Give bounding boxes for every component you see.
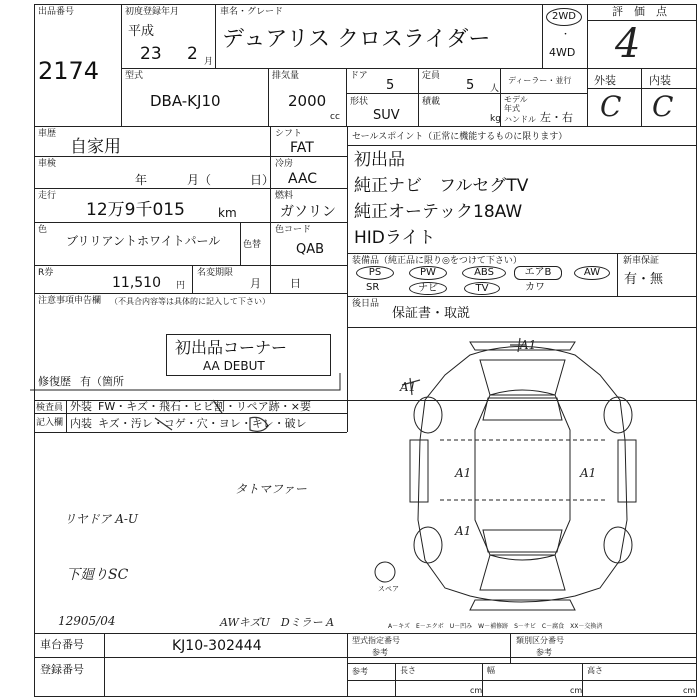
equip-airbag: エアB (514, 266, 562, 280)
history: 自家用 (70, 137, 121, 157)
caution-label: 注意事項申告欄 (38, 296, 102, 306)
interior-grade: C (652, 90, 674, 123)
handle-label: ハンドル (504, 115, 536, 124)
debut-corner-box (166, 334, 331, 376)
exterior-grade: C (600, 90, 622, 123)
equip-leather: カワ (525, 282, 545, 293)
cooling-label: 冷房 (275, 159, 294, 169)
registration-label: 登録番号 (40, 663, 84, 676)
body-type: SUV (373, 108, 400, 123)
color-label: 色 (38, 225, 48, 235)
capacity: 5 (466, 78, 475, 93)
first-registration-label: 初度登録年月 (125, 7, 180, 17)
hw-mark-4: A1 (455, 524, 472, 538)
inspector-interior-title: 内装 (70, 417, 92, 430)
damage-legend: A－キズ E－エクボ U－凹み W－補修跡 S－サビ C－腐食 XX－交換済 (388, 623, 603, 630)
width-label: 幅 (487, 666, 495, 675)
inspector-label-a: 検査員 (36, 403, 64, 413)
hw-exterior-mark: タトマファー (235, 482, 307, 496)
caution-note: （不具合内容等は具体的に記入して下さい） (110, 297, 270, 306)
model-code: DBA-KJ10 (150, 92, 221, 110)
registration-month: 2 (187, 44, 198, 64)
inspector-exterior-title: 外装 (70, 400, 92, 413)
yen-unit: 円 (176, 281, 186, 291)
equip-ps: PS (356, 266, 394, 280)
cc-unit: cc (330, 112, 340, 122)
interior-label: 内装 (649, 74, 671, 87)
repair-history: 有（箇所 (80, 375, 124, 388)
car-name: デュアリス クロスライダー (222, 27, 491, 52)
inspection-year: 年 (135, 173, 148, 187)
chassis-number: KJ10-302444 (172, 638, 262, 654)
color-change-label: 色替 (243, 240, 262, 250)
inspection-day: 日） (250, 173, 275, 187)
cooling: AAC (288, 171, 318, 187)
month-unit: 月 (204, 57, 214, 67)
lot-number: 2174 (38, 57, 100, 85)
transfer-day: 日 (290, 277, 301, 290)
shift: FAT (290, 140, 314, 156)
debut-corner-sub: AA DEBUT (203, 359, 265, 373)
color-name: ブリリアントホワイトパール (66, 234, 221, 248)
class-label: 類別区分番号 (516, 636, 564, 645)
transfer-month: 月 (250, 277, 261, 290)
model-year-label: モデル 年式 (504, 95, 528, 113)
color-code-label: 色コード (275, 225, 312, 235)
equip-sr: SR (366, 282, 380, 293)
sales-point-1: 初出品 (354, 150, 405, 170)
length-reference: 参考 (352, 667, 368, 676)
inspector-label-b: 記入欄 (36, 418, 64, 428)
history-label: 車歴 (38, 129, 57, 139)
sales-point-2: 純正ナビ フルセグTV (354, 176, 529, 196)
displacement-label: 排気量 (272, 71, 300, 81)
recycle-label: R券 (38, 268, 54, 278)
debut-corner-title: 初出品コーナー (175, 338, 288, 357)
kg-unit: kg (490, 114, 501, 124)
hw-left-bottom: 12905/04 (58, 614, 116, 628)
equipment-label: 装備品（純正品に限り◎をつけて下さい） (352, 256, 522, 266)
equip-aw: AW (574, 266, 610, 280)
inspection-label: 車検 (38, 159, 57, 169)
fuel-label: 燃料 (275, 191, 294, 201)
fuel: ガソリン (280, 204, 336, 220)
doors: 5 (386, 78, 395, 93)
hw-mark-5: A1 (400, 380, 417, 394)
color-code: QAB (296, 242, 325, 257)
spare-label: スペア (378, 585, 399, 593)
name-label: 車名・グレード (220, 7, 284, 17)
recycle-fee: 11,510 (112, 275, 161, 291)
registration-year: 23 (140, 44, 162, 64)
hw-mark-1: A1 (520, 338, 537, 352)
sales-point-3: 純正オーテック18AW (354, 202, 523, 222)
transfer-label: 名変期限 (197, 268, 234, 278)
drive-separator: ・ (561, 30, 571, 40)
km-unit: km (218, 206, 237, 220)
drive-2wd: 2WD (546, 8, 582, 26)
equip-navi: ナビ (409, 282, 447, 295)
type-cert-reference: 参考 (372, 648, 388, 657)
model-label: 型式 (125, 71, 144, 81)
doors-label: ドア (350, 71, 368, 81)
capacity-label: 定員 (422, 71, 441, 81)
repair-history-label: 修復歴 (38, 375, 71, 388)
equip-tv: TV (464, 282, 500, 295)
displacement: 2000 (288, 92, 327, 110)
height-unit: cm (683, 686, 696, 695)
era: 平成 (128, 24, 155, 39)
new-car-warranty-label: 新車保証 (623, 256, 660, 266)
mileage: 12万9千015 (86, 200, 185, 220)
lot-label: 出品番号 (38, 7, 75, 17)
inspector-exterior: FW・キズ・飛石・ヒビ割・リペア跡・×要 (98, 400, 311, 413)
grade-label: 評 価 点 (612, 5, 667, 18)
dealer-label: ディーラー・並行 (508, 76, 572, 85)
grade-value: 4 (615, 21, 641, 67)
inspection-month: 月（ (187, 173, 212, 187)
hw-rear-door: リヤドア A-U (64, 512, 139, 526)
hw-mark-2: A1 (455, 466, 472, 480)
sales-point-4: HIDライト (354, 228, 436, 248)
handle: 左・右 (540, 111, 573, 124)
rear-items-label: 後日品 (352, 299, 380, 309)
load-label: 積載 (422, 97, 441, 107)
new-car-warranty: 有・無 (624, 272, 664, 287)
rear-items: 保証書・取説 (392, 306, 471, 321)
length-label: 長さ (400, 666, 416, 675)
hw-undercarriage: 下廻りSC (66, 567, 129, 583)
shift-label: シフト (275, 129, 303, 139)
inspector-interior: キズ・汚レ・コゲ・穴・ヨレ・キレ・破レ (98, 417, 307, 430)
hw-aw-note: AWキズU Dミラー A (220, 616, 335, 629)
body-label: 形状 (350, 97, 369, 107)
height-label: 高さ (587, 666, 603, 675)
class-reference: 参考 (536, 648, 552, 657)
equip-pw: PW (409, 266, 447, 280)
width-unit: cm (570, 686, 583, 695)
length-unit: cm (470, 686, 483, 695)
drive-4wd: 4WD (549, 46, 576, 59)
chassis-label: 車台番号 (40, 638, 84, 651)
exterior-label: 外装 (594, 74, 616, 87)
type-cert-label: 型式指定番号 (352, 636, 400, 645)
sales-point-label: セールスポイント（正常に機能するものに限ります） (352, 132, 568, 142)
capacity-unit: 人 (490, 84, 500, 94)
mileage-label: 走行 (38, 191, 57, 201)
hw-mark-3: A1 (580, 466, 597, 480)
equip-abs: ABS (462, 266, 506, 280)
